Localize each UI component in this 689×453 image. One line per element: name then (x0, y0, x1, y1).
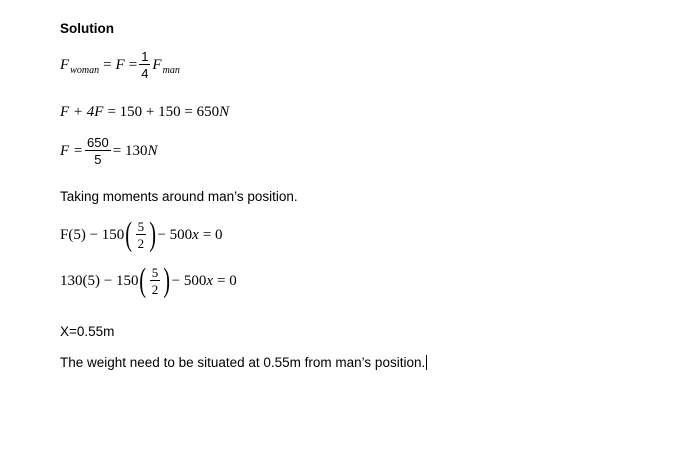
conclusion-line[interactable] (60, 355, 427, 370)
eq1-rhs-base: F (152, 56, 162, 73)
eq3-rhs: = 130 (112, 142, 148, 159)
eq1-eq-b: = (128, 56, 138, 73)
eq4-frac-num: 5 (137, 219, 145, 234)
eq4-pre: F(5) − 150 (60, 226, 125, 243)
equation-moments: F(5) − 150 ( $\frac{5}{2}$ ) − 500 x = 0 (60, 216, 223, 253)
eq1-fraction (139, 50, 150, 80)
eq2-lhs: F + 4F (60, 104, 104, 120)
eq3-frac-den: 5 (94, 152, 102, 167)
eq1-rhs-sub: man (162, 64, 180, 76)
eq4-var: x (192, 226, 199, 243)
eq5-var: x (206, 272, 213, 289)
eq3-lhs: F = (60, 142, 84, 159)
eq1-frac-num: 1 (141, 49, 149, 64)
eq4-post: − 500 (157, 226, 193, 243)
eq5-fraction (150, 266, 161, 296)
result-text: X=0.55m (60, 324, 115, 339)
text-cursor (426, 355, 427, 370)
eq5-end: = 0 (217, 272, 237, 289)
eq2-rhs: = 150 + 150 = 650 (107, 104, 220, 120)
eq1-eq-a: = (103, 56, 112, 73)
eq1-lhs-sub: woman (70, 64, 100, 76)
eq5-post: − 500 (171, 272, 207, 289)
eq3-fraction (85, 136, 111, 166)
eq3-unit: N (147, 142, 158, 159)
eq1-frac-den: 4 (141, 66, 149, 81)
eq5-frac-den: 2 (151, 282, 159, 297)
eq1-mid: F (115, 56, 125, 73)
eq4-end: = 0 (202, 226, 223, 243)
eq3-frac-num: 650 (87, 135, 109, 150)
eq2-unit: N (219, 104, 230, 120)
moments-text: Taking moments around man’s position. (60, 189, 298, 204)
equation-solve-f (60, 136, 157, 166)
eq5-pre: 130(5) − 150 (60, 272, 139, 289)
solution-heading: Solution (60, 21, 114, 36)
conclusion-text: The weight need to be situated at 0.55m from man’s position. (60, 355, 426, 370)
eq4-fraction (136, 220, 147, 250)
equation-sum-forces (60, 104, 229, 121)
equation-moments-substituted: 130(5) − 150 ( $\frac{5}{2}$ ) − 500 x = 0 (60, 262, 237, 299)
eq1-lhs-base: F (60, 56, 70, 73)
eq5-frac-num: 5 (151, 265, 159, 280)
equation-force-relation (60, 50, 180, 80)
eq4-frac-den: 2 (137, 236, 145, 251)
